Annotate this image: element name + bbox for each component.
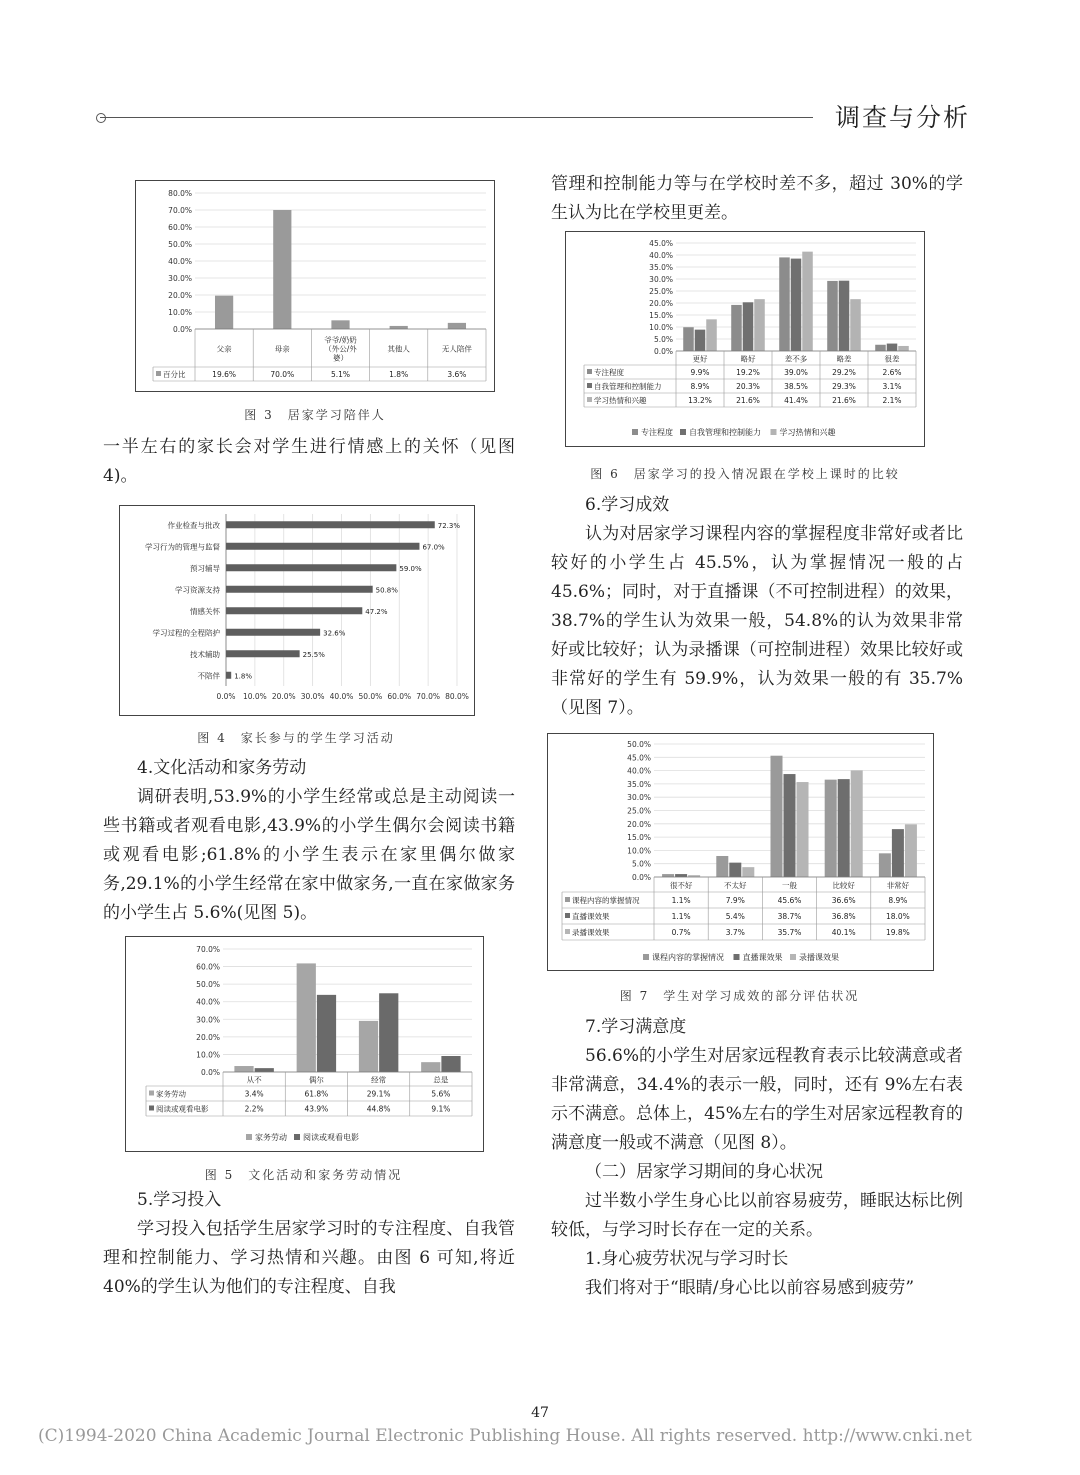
category-label: （外公/外 (324, 344, 357, 354)
category-label: 总是 (433, 1075, 449, 1085)
table-legend-key (149, 1091, 154, 1096)
heading-fatigue: 1.身心疲劳状况与学习时长 (585, 1249, 789, 1269)
bar (226, 586, 373, 593)
bar (226, 607, 362, 614)
category-label: 婆） (333, 353, 348, 363)
paragraph-culture-chores: 调研表明,53.9%的小学生经常或总是主动阅读一些书籍或者观看电影,43.9%的小学生偶尔会阅读书籍或观看电影;61.8%的小学生表示在家里偶尔做家务,29.1%的小学生经常在家中做家务,一直在家做家务的小学生占 5.6%(见图 5)。 (103, 787, 515, 923)
y-tick-label: 10.0% (627, 846, 651, 856)
figure-4-caption: 图 4 家长参与的学生学习活动 (197, 731, 395, 745)
heading-satisfaction: 7.学习满意度 (585, 1017, 687, 1037)
table-row-label: 阅读或观看电影 (156, 1104, 209, 1114)
table-value: 19.6% (212, 370, 237, 379)
bar-自我管理和控制能力 (839, 281, 850, 351)
table-value: 3.7% (725, 928, 745, 937)
table-value: 20.3% (736, 382, 760, 391)
table-value: 3.1% (882, 382, 902, 391)
category-label: 无人陪伴 (441, 344, 472, 354)
x-tick-label: 50.0% (358, 692, 383, 701)
table-value: 40.1% (831, 928, 856, 937)
table-value: 21.6% (832, 396, 856, 405)
legend-label: 自我管理和控制能力 (689, 428, 761, 437)
y-tick-label: 50.0% (168, 240, 192, 249)
bar-直播课效果 (838, 779, 850, 877)
y-tick-label: 50.0% (627, 740, 651, 749)
table-row-label: 百分比 (163, 370, 186, 379)
bar-学习热情和兴趣 (802, 252, 813, 351)
bar-百分比 (448, 323, 466, 329)
bar-专注程度 (875, 345, 886, 351)
y-tick-label: 60.0% (168, 223, 192, 232)
table-value: 2.6% (882, 368, 902, 377)
table-legend-key (156, 371, 161, 376)
category-label: 差不多 (784, 354, 808, 364)
table-legend-key (149, 1106, 154, 1111)
paragraph-fig4-ref: 一半左右的家长会对学生进行情感上的关怀（见图 4)。 (103, 437, 515, 486)
y-tick-label: 20.0% (168, 291, 192, 300)
bar-自我管理和控制能力 (743, 302, 754, 351)
data-label: 1.8% (234, 672, 252, 681)
right-text-2 (551, 491, 963, 723)
y-tick-label: 40.0% (168, 257, 192, 266)
figure-7-svg (548, 734, 933, 970)
x-tick-label: 10.0% (242, 692, 267, 701)
table-value: 18.0% (885, 912, 910, 921)
table-value: 1.1% (671, 896, 691, 905)
category-label: 爷爷/奶奶 (324, 335, 357, 345)
y-tick-label: 45.0% (649, 239, 673, 248)
table-value: 8.9% (690, 382, 710, 391)
table-value: 70.0% (270, 370, 295, 379)
bar-录播课效果 (905, 824, 917, 877)
table-value: 5.1% (330, 370, 351, 379)
table-value: 19.2% (736, 368, 760, 377)
legend-key (734, 954, 740, 960)
table-value: 19.8% (885, 928, 910, 937)
figure-4-chart (119, 505, 475, 716)
y-tick-label: 80.0% (168, 189, 192, 198)
y-tick-label: 10.0% (196, 1050, 220, 1060)
bar-直播课效果 (675, 874, 687, 877)
heading-learning-effect: 6.学习成效 (585, 495, 670, 515)
table-legend-key (587, 397, 592, 402)
y-tick-label: 25.0% (649, 287, 673, 296)
y-tick-label: 70.0% (196, 945, 220, 954)
header-rule (100, 117, 813, 118)
figure-7-chart (547, 733, 934, 971)
data-label: 32.6% (323, 629, 346, 638)
y-tick-label: 15.0% (649, 311, 673, 320)
y-tick-label: 20.0% (627, 819, 651, 829)
legend-label: 专注程度 (641, 428, 673, 437)
bar-课程内容的掌握情况 (716, 856, 728, 877)
y-tick-label: 0.0% (200, 1068, 220, 1077)
category-label: 母亲 (274, 344, 290, 354)
category-label: 经常 (371, 1075, 387, 1085)
paragraph-section-2: 过半数小学生身心比以前容易疲劳，睡眠达标比例较低，与学习时长存在一定的关系。 (551, 1191, 963, 1240)
right-text-3 (551, 1013, 963, 1303)
bar-直播课效果 (892, 829, 904, 877)
figure-3-chart (135, 180, 495, 392)
table-value: 35.7% (777, 928, 802, 937)
bar-专注程度 (827, 281, 838, 351)
category-label: 其他人 (387, 344, 410, 354)
y-tick-label: 20.0% (196, 1032, 220, 1042)
y-tick-label: 60.0% (196, 962, 220, 972)
table-value: 5.6% (431, 1089, 451, 1099)
bar-阅读或观看电影 (255, 1068, 274, 1072)
bar-学习热情和兴趣 (850, 299, 861, 351)
legend-label: 阅读或观看电影 (303, 1133, 359, 1142)
figure-6-caption: 图 6 居家学习的投入情况跟在学校上课时的比较 (590, 467, 900, 481)
bar-学习热情和兴趣 (706, 319, 717, 351)
left-text-2 (103, 754, 515, 928)
table-value: 8.9% (888, 896, 908, 905)
bar-直播课效果 (783, 774, 795, 877)
x-tick-label: 40.0% (329, 692, 354, 701)
copyright-footer: (C)1994-2020 China Academic Journal Electronic Publishing House. All rights reserved. http://www.cnki.net (38, 1426, 972, 1446)
table-value: 38.7% (777, 912, 802, 921)
legend-key (246, 1134, 252, 1140)
category-label: 略好 (740, 354, 756, 364)
table-legend-key (565, 913, 570, 918)
legend-key (294, 1134, 300, 1140)
data-label: 59.0% (399, 564, 422, 573)
legend-label: 课程内容的掌握情况 (652, 953, 724, 962)
category-label: 不陪伴 (197, 671, 220, 681)
bar-直播课效果 (729, 863, 741, 877)
page-number: 47 (531, 1405, 549, 1421)
bar-阅读或观看电影 (379, 993, 398, 1072)
bar-专注程度 (683, 327, 694, 351)
bar-家务劳动 (359, 1021, 378, 1072)
y-tick-label: 5.0% (631, 859, 651, 869)
bar-家务劳动 (297, 963, 316, 1072)
category-label: 作业检查与批改 (167, 520, 220, 530)
table-legend-key (587, 383, 592, 388)
y-tick-label: 0.0% (172, 325, 192, 334)
table-value: 41.4% (784, 396, 808, 405)
y-tick-label: 40.0% (627, 766, 651, 776)
header-ornament-icon (96, 113, 106, 123)
category-label: 更好 (692, 354, 708, 364)
bar-课程内容的掌握情况 (825, 780, 837, 877)
x-tick-label: 20.0% (271, 692, 296, 701)
data-label: 25.5% (302, 650, 325, 659)
x-tick-label: 30.0% (300, 692, 325, 701)
table-value: 45.6% (777, 896, 802, 905)
x-tick-label: 70.0% (416, 692, 441, 701)
category-label: 很不好 (669, 881, 693, 890)
heading-learning-input: 5.学习投入 (137, 1190, 222, 1210)
bar (226, 543, 419, 550)
paragraph-satisfaction: 56.6%的小学生对居家远程教育表示比较满意或者非常满意，34.4%的表示一般，同时，还有 9%左右表示不满意。总体上，45%左右的学生对居家远程教育的满意度一般或不满意（见图 8）。 (551, 1046, 963, 1153)
right-text-1 (551, 170, 963, 228)
bar-学习热情和兴趣 (898, 346, 909, 351)
bar-阅读或观看电影 (441, 1056, 460, 1072)
x-tick-label: 0.0% (216, 692, 236, 701)
data-label: 47.2% (365, 607, 388, 616)
category-label: 学习行为的管理与监督 (145, 542, 220, 552)
table-value: 29.1% (366, 1089, 391, 1099)
bar-家务劳动 (421, 1062, 440, 1072)
x-tick-label: 60.0% (387, 692, 412, 701)
table-value: 29.2% (832, 368, 856, 377)
bar-自我管理和控制能力 (887, 344, 898, 351)
y-tick-label: 35.0% (649, 263, 673, 272)
legend-key (771, 429, 777, 435)
bar-自我管理和控制能力 (695, 330, 706, 351)
data-label: 67.0% (422, 543, 445, 552)
table-value: 13.2% (688, 396, 712, 405)
bar (226, 650, 300, 657)
bar-课程内容的掌握情况 (879, 853, 891, 877)
bar (226, 629, 320, 636)
table-value: 43.9% (304, 1104, 329, 1114)
category-label: 不太好 (724, 881, 747, 890)
category-label: 预习辅导 (190, 563, 220, 573)
figure-5-chart (125, 936, 484, 1152)
table-row-label: 课程内容的掌握情况 (572, 896, 640, 905)
table-value: 36.8% (831, 912, 856, 921)
paragraph-continued: 管理和控制能力等与在学校时差不多，超过 30%的学生认为比在学校里更差。 (551, 174, 963, 223)
y-tick-label: 5.0% (653, 335, 673, 344)
data-label: 50.8% (375, 586, 398, 595)
category-label: 学习过程的全程陪护 (152, 628, 220, 638)
table-value: 1.8% (389, 370, 409, 379)
table-value: 38.5% (784, 382, 808, 391)
table-value: 2.2% (244, 1104, 264, 1114)
y-tick-label: 35.0% (627, 779, 651, 789)
table-row-label: 学习热情和兴趣 (594, 396, 647, 405)
bar-学习热情和兴趣 (754, 299, 765, 351)
bar-百分比 (331, 320, 349, 329)
category-label: 技术辅助 (190, 649, 220, 659)
table-value: 21.6% (736, 396, 760, 405)
table-value: 44.8% (366, 1104, 391, 1114)
bar-家务劳动 (234, 1066, 253, 1072)
legend-label: 学习热情和兴趣 (779, 428, 836, 437)
table-row-label: 家务劳动 (156, 1089, 186, 1099)
bar-课程内容的掌握情况 (770, 756, 782, 877)
table-value: 1.1% (671, 912, 691, 921)
table-value: 5.4% (725, 912, 745, 921)
legend-label: 家务劳动 (255, 1133, 287, 1142)
legend-label: 直播课效果 (742, 953, 783, 962)
legend-key (790, 954, 796, 960)
x-tick-label: 80.0% (445, 692, 469, 701)
category-label: 略差 (836, 354, 852, 364)
figure-3-caption: 图 3 居家学习陪伴人 (244, 408, 386, 422)
category-label: 学习资源支持 (175, 585, 220, 595)
paragraph-learning-effect: 认为对居家学习课程内容的掌握程度非常好或者比较好的小学生占 45.5%，认为掌握情况一般的占 45.6%；同时，对于直播课（不可控制进程）的效果，38.7%的学生认为效果一般，54.8%的认为效果非常好或比较好；认为录播课（可控制进程）效果比较好或非常好的学生有 59.9%，认为效果一般的有 35.7%（见图 7）。 (551, 524, 963, 718)
paragraph-fatigue: 我们将对于“眼睛/身心比以前容易感到疲劳” (585, 1278, 915, 1298)
y-tick-label: 45.0% (627, 753, 651, 763)
table-value: 29.3% (832, 382, 856, 391)
category-label: 非常好 (886, 881, 910, 890)
legend-label: 录播课效果 (799, 953, 839, 962)
y-tick-label: 0.0% (653, 347, 673, 356)
legend-key (643, 954, 649, 960)
heading-culture-chores: 4.文化活动和家务劳动 (137, 758, 307, 778)
category-label: 情感关怀 (190, 606, 220, 616)
table-legend-key (565, 929, 570, 934)
y-tick-label: 25.0% (627, 806, 651, 816)
category-label: 偶尔 (308, 1075, 324, 1085)
paragraph-learning-input: 学习投入包括学生居家学习时的专注程度、自我管理和控制能力、学习热情和兴趣。由图 6 可知,将近 40%的学生认为他们的专注程度、自我 (103, 1219, 515, 1297)
table-value: 3.4% (244, 1089, 264, 1099)
category-label: 父亲 (216, 344, 232, 354)
bar-专注程度 (779, 257, 790, 351)
y-tick-label: 30.0% (196, 1015, 220, 1025)
running-header-title: 调查与分析 (835, 103, 971, 132)
legend-key (632, 429, 638, 435)
y-tick-label: 30.0% (627, 793, 651, 803)
table-value: 2.1% (882, 396, 902, 405)
bar-录播课效果 (742, 867, 754, 877)
data-label: 72.3% (437, 521, 461, 530)
category-label: 一般 (782, 881, 797, 890)
table-value: 7.9% (725, 896, 745, 905)
figure-5-svg (126, 937, 483, 1151)
bar (226, 672, 231, 679)
bar (226, 564, 396, 571)
table-value: 3.6% (447, 370, 467, 379)
table-legend-key (587, 369, 592, 374)
bar-百分比 (390, 326, 408, 329)
y-tick-label: 10.0% (168, 308, 192, 317)
left-text-3 (103, 1186, 515, 1302)
left-text-1 (103, 433, 515, 491)
legend-key (680, 429, 686, 435)
bar-百分比 (215, 296, 233, 329)
bar-百分比 (273, 210, 291, 329)
bar-录播课效果 (797, 782, 809, 877)
y-tick-label: 30.0% (649, 275, 673, 284)
figure-6-svg (566, 232, 924, 446)
category-label: 从不 (246, 1075, 262, 1085)
table-row-label: 专注程度 (594, 368, 624, 377)
figure-4-svg (120, 506, 474, 715)
category-label: 很差 (884, 354, 900, 364)
table-value: 61.8% (304, 1089, 329, 1099)
heading-section-2: （二）居家学习期间的身心状况 (585, 1162, 823, 1182)
y-tick-label: 15.0% (627, 833, 651, 843)
bar-专注程度 (731, 305, 742, 351)
y-tick-label: 40.0% (196, 997, 220, 1007)
table-row-label: 自我管理和控制能力 (594, 382, 662, 391)
table-value: 9.1% (431, 1104, 451, 1114)
category-label: 比较好 (832, 881, 855, 890)
table-row-label: 直播课效果 (572, 912, 610, 921)
table-value: 0.7% (671, 928, 691, 937)
figure-6-chart (565, 231, 925, 447)
y-tick-label: 20.0% (649, 299, 673, 308)
figure-3-svg (136, 181, 494, 391)
y-tick-label: 10.0% (649, 323, 673, 332)
y-tick-label: 0.0% (631, 873, 651, 882)
table-value: 9.9% (690, 368, 710, 377)
table-value: 36.6% (831, 896, 856, 905)
figure-5-caption: 图 5 文化活动和家务劳动情况 (204, 1168, 403, 1182)
table-row-label: 录播课效果 (572, 928, 610, 937)
table-legend-key (565, 897, 570, 902)
bar-课程内容的掌握情况 (662, 874, 674, 877)
y-tick-label: 30.0% (168, 274, 192, 283)
bar-录播课效果 (851, 770, 863, 877)
bar-自我管理和控制能力 (791, 259, 802, 351)
bar-阅读或观看电影 (317, 995, 336, 1072)
bar (226, 521, 435, 528)
y-tick-label: 50.0% (196, 980, 220, 990)
y-tick-label: 40.0% (649, 251, 673, 260)
figure-7-caption: 图 7 学生对学习成效的部分评估状况 (619, 989, 860, 1003)
y-tick-label: 70.0% (168, 206, 192, 215)
table-value: 39.0% (784, 368, 808, 377)
